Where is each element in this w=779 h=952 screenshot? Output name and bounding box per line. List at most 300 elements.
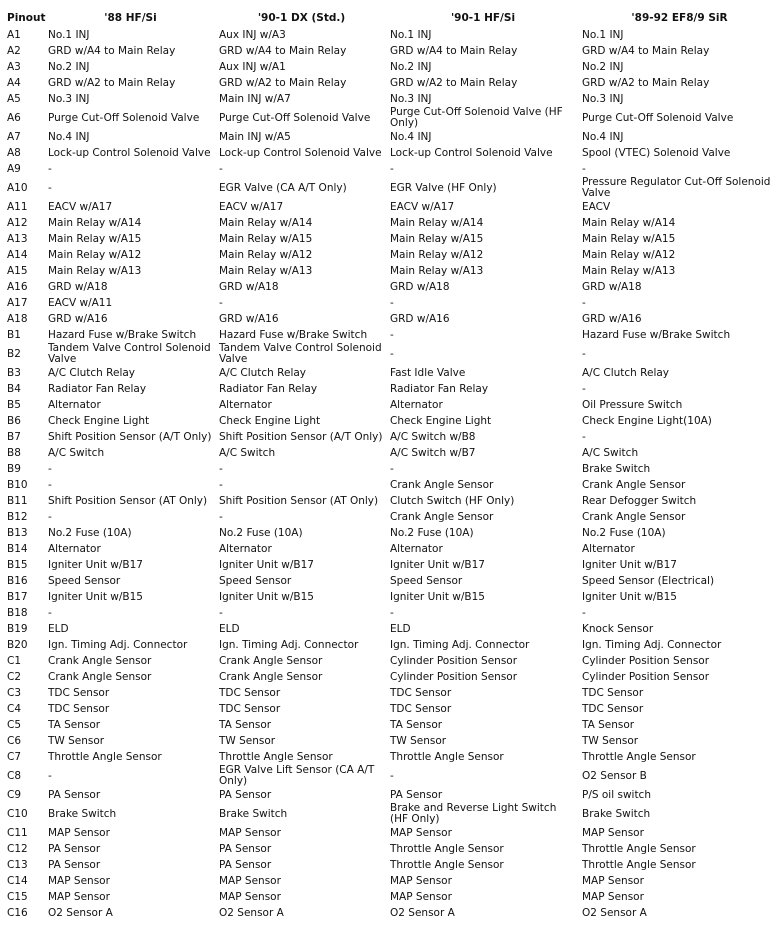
pinout-table [0,9,779,921]
dx-std-90-1-cell: Main Relay w/A12 [219,248,313,261]
table-row [0,75,779,91]
ef8-9-sir-89-92-cell: Cylinder Position Sensor [582,670,710,683]
table-row [0,215,779,231]
dx-std-90-1-cell: Aux INJ w/A1 [219,60,286,73]
hf-si-90-1-cell: - [390,296,394,309]
table-row [0,637,779,653]
table-row [0,429,779,445]
hf-si-88-cell: MAP Sensor [48,874,110,887]
hf-si-90-1-cell: MAP Sensor [390,826,452,839]
table-row [0,493,779,509]
pin-cell: C5 [7,718,22,731]
ef8-9-sir-89-92-cell: Speed Sensor (Electrical) [582,574,715,587]
hf-si-88-cell: TDC Sensor [48,702,110,715]
pin-cell: B19 [7,622,28,635]
hf-si-90-1-cell: - [390,769,394,782]
pin-cell: C9 [7,788,22,801]
table-row [0,199,779,215]
dx-std-90-1-cell: GRD w/A4 to Main Relay [219,44,347,57]
ef8-9-sir-89-92-cell: - [582,430,586,443]
ef8-9-sir-89-92-cell: GRD w/A2 to Main Relay [582,76,710,89]
hf-si-88-cell: ELD [48,622,69,635]
dx-std-90-1-cell: A/C Clutch Relay [219,366,307,379]
ef8-9-sir-89-92-cell: Cylinder Position Sensor [582,654,710,667]
pin-cell: A3 [7,60,21,73]
table-row [0,263,779,279]
hf-si-90-1-cell: Throttle Angle Sensor [390,750,504,763]
pin-cell: A9 [7,162,21,175]
table-body [0,27,779,921]
ef8-9-sir-89-92-cell: - [582,162,586,175]
table-row [0,557,779,573]
table-row [0,749,779,765]
hf-si-90-1-cell: TDC Sensor [390,686,452,699]
hf-si-90-1-cell: MAP Sensor [390,890,452,903]
hf-si-88-cell: O2 Sensor A [48,906,113,919]
dx-std-90-1-cell: Aux INJ w/A3 [219,28,286,41]
hf-si-90-1-cell: Main Relay w/A14 [390,216,484,229]
pin-cell: B15 [7,558,28,571]
table-row [0,397,779,413]
pin-cell: A8 [7,146,21,159]
pin-cell: C3 [7,686,22,699]
dx-std-90-1-cell: Crank Angle Sensor [219,670,323,683]
pin-cell: A12 [7,216,28,229]
table-row [0,589,779,605]
hf-si-90-1-cell: Lock-up Control Solenoid Valve [390,146,553,159]
hf-si-88-cell: No.2 Fuse (10A) [48,526,132,539]
table-row [0,825,779,841]
pin-cell: C4 [7,702,22,715]
hf-si-88-cell: TA Sensor [48,718,101,731]
hf-si-88-cell: Speed Sensor [48,574,121,587]
hf-si-88-cell: Alternator [48,398,101,411]
pin-cell: C7 [7,750,22,763]
hf-si-88-cell: Alternator [48,542,101,555]
pin-cell: B3 [7,366,21,379]
ef8-9-sir-89-92-cell: Pressure Regulator Cut-Off Solenoid Valve [582,177,771,199]
dx-std-90-1-cell: ELD [219,622,240,635]
hf-si-90-1-cell: No.4 INJ [390,130,432,143]
hf-si-90-1-cell: Speed Sensor [390,574,463,587]
hf-si-88-cell: - [48,462,52,475]
hf-si-90-1-cell: GRD w/A18 [390,280,450,293]
table-row [0,161,779,177]
pin-cell: A7 [7,130,21,143]
pin-cell: C13 [7,858,28,871]
ef8-9-sir-89-92-cell: GRD w/A4 to Main Relay [582,44,710,57]
dx-std-90-1-cell: Throttle Angle Sensor [219,750,333,763]
hf-si-90-1-cell: TA Sensor [390,718,443,731]
pin-cell: B12 [7,510,28,523]
dx-std-90-1-cell: - [219,462,223,475]
ef8-9-sir-89-92-cell: Check Engine Light(10A) [582,414,712,427]
table-row [0,787,779,803]
dx-std-90-1-cell: Main Relay w/A14 [219,216,313,229]
column-header-pinout: Pinout [7,12,46,24]
ef8-9-sir-89-92-cell: TA Sensor [582,718,635,731]
ef8-9-sir-89-92-cell: MAP Sensor [582,826,644,839]
hf-si-88-cell: - [48,769,52,782]
hf-si-90-1-cell: Main Relay w/A12 [390,248,484,261]
ef8-9-sir-89-92-cell: Igniter Unit w/B17 [582,558,677,571]
pin-cell: A15 [7,264,28,277]
ef8-9-sir-89-92-cell: Hazard Fuse w/Brake Switch [582,328,731,341]
pin-cell: C12 [7,842,28,855]
hf-si-88-cell: Lock-up Control Solenoid Valve [48,146,211,159]
hf-si-88-cell: Throttle Angle Sensor [48,750,162,763]
pin-cell: A14 [7,248,28,261]
pin-cell: B13 [7,526,28,539]
dx-std-90-1-cell: GRD w/A16 [219,312,279,325]
hf-si-90-1-cell: No.2 Fuse (10A) [390,526,474,539]
dx-std-90-1-cell: GRD w/A18 [219,280,279,293]
table-row [0,717,779,733]
ef8-9-sir-89-92-cell: MAP Sensor [582,890,644,903]
hf-si-88-cell: - [48,181,52,194]
dx-std-90-1-cell: TDC Sensor [219,702,281,715]
pin-cell: B14 [7,542,28,555]
table-row [0,841,779,857]
table-row [0,685,779,701]
pin-cell: C16 [7,906,28,919]
dx-std-90-1-cell: Radiator Fan Relay [219,382,318,395]
pin-cell: C15 [7,890,28,903]
pin-cell: A16 [7,280,28,293]
hf-si-90-1-cell: No.2 INJ [390,60,432,73]
ef8-9-sir-89-92-cell: TDC Sensor [582,702,644,715]
hf-si-88-cell: EACV w/A11 [48,296,113,309]
dx-std-90-1-cell: PA Sensor [219,788,272,801]
ef8-9-sir-89-92-cell: A/C Clutch Relay [582,366,670,379]
ef8-9-sir-89-92-cell: Throttle Angle Sensor [582,750,696,763]
dx-std-90-1-cell: Main INJ w/A5 [219,130,291,143]
hf-si-90-1-cell: ELD [390,622,411,635]
pin-cell: A4 [7,76,21,89]
hf-si-90-1-cell: A/C Switch w/B7 [390,446,476,459]
pin-cell: A18 [7,312,28,325]
pin-cell: A2 [7,44,21,57]
ef8-9-sir-89-92-cell: GRD w/A18 [582,280,642,293]
table-row [0,765,779,787]
hf-si-88-cell: Purge Cut-Off Solenoid Valve [48,111,200,124]
table-row [0,43,779,59]
dx-std-90-1-cell: - [219,296,223,309]
dx-std-90-1-cell: Ign. Timing Adj. Connector [219,638,359,651]
hf-si-88-cell: A/C Clutch Relay [48,366,136,379]
hf-si-88-cell: MAP Sensor [48,826,110,839]
table-row [0,177,779,199]
column-header-90-1-dx-std: '90-1 DX (Std.) [257,12,346,24]
table-row [0,653,779,669]
dx-std-90-1-cell: TW Sensor [219,734,276,747]
table-row [0,27,779,43]
pin-cell: B17 [7,590,28,603]
hf-si-90-1-cell: No.1 INJ [390,28,432,41]
pin-cell: B7 [7,430,21,443]
hf-si-88-cell: Igniter Unit w/B15 [48,590,143,603]
table-row [0,803,779,825]
ef8-9-sir-89-92-cell: - [582,296,586,309]
column-header-90-1-hf-si: '90-1 HF/Si [450,12,516,24]
dx-std-90-1-cell: Igniter Unit w/B17 [219,558,314,571]
dx-std-90-1-cell: No.2 Fuse (10A) [219,526,303,539]
hf-si-88-cell: TDC Sensor [48,686,110,699]
ef8-9-sir-89-92-cell: No.4 INJ [582,130,624,143]
dx-std-90-1-cell: Lock-up Control Solenoid Valve [219,146,382,159]
table-row [0,295,779,311]
pin-cell: A5 [7,92,21,105]
hf-si-88-cell: TW Sensor [48,734,105,747]
hf-si-88-cell: MAP Sensor [48,890,110,903]
table-row [0,343,779,365]
ef8-9-sir-89-92-cell: No.1 INJ [582,28,624,41]
table-row [0,669,779,685]
dx-std-90-1-cell: Alternator [219,398,272,411]
table-row [0,145,779,161]
pin-cell: A17 [7,296,28,309]
table-row [0,621,779,637]
ef8-9-sir-89-92-cell: - [582,382,586,395]
dx-std-90-1-cell: O2 Sensor A [219,906,284,919]
dx-std-90-1-cell: - [219,606,223,619]
hf-si-88-cell: Main Relay w/A15 [48,232,142,245]
hf-si-90-1-cell: - [390,462,394,475]
ef8-9-sir-89-92-cell: O2 Sensor B [582,769,647,782]
ef8-9-sir-89-92-cell: O2 Sensor A [582,906,647,919]
table-row [0,381,779,397]
pin-cell: C14 [7,874,28,887]
pin-cell: B10 [7,478,28,491]
hf-si-88-cell: Shift Position Sensor (AT Only) [48,494,208,507]
ef8-9-sir-89-92-cell: EACV [582,200,611,213]
hf-si-90-1-cell: EGR Valve (HF Only) [390,181,497,194]
hf-si-90-1-cell: Brake and Reverse Light Switch (HF Only) [390,803,557,825]
pin-cell: C2 [7,670,22,683]
hf-si-88-cell: - [48,162,52,175]
ef8-9-sir-89-92-cell: Brake Switch [582,807,651,820]
ef8-9-sir-89-92-cell: No.2 INJ [582,60,624,73]
ef8-9-sir-89-92-cell: Brake Switch [582,462,651,475]
hf-si-88-cell: Crank Angle Sensor [48,670,152,683]
ef8-9-sir-89-92-cell: Alternator [582,542,635,555]
hf-si-90-1-cell: MAP Sensor [390,874,452,887]
dx-std-90-1-cell: - [219,510,223,523]
pin-cell: A10 [7,181,28,194]
hf-si-88-cell: GRD w/A16 [48,312,108,325]
hf-si-88-cell: EACV w/A17 [48,200,113,213]
ef8-9-sir-89-92-cell: - [582,347,586,360]
hf-si-90-1-cell: Clutch Switch (HF Only) [390,494,515,507]
hf-si-88-cell: GRD w/A18 [48,280,108,293]
hf-si-90-1-cell: No.3 INJ [390,92,432,105]
dx-std-90-1-cell: Shift Position Sensor (AT Only) [219,494,379,507]
table-row [0,701,779,717]
table-row [0,247,779,263]
hf-si-88-cell: Ign. Timing Adj. Connector [48,638,188,651]
ef8-9-sir-89-92-cell: Main Relay w/A14 [582,216,676,229]
ef8-9-sir-89-92-cell: TW Sensor [582,734,639,747]
dx-std-90-1-cell: - [219,478,223,491]
hf-si-88-cell: GRD w/A2 to Main Relay [48,76,176,89]
ef8-9-sir-89-92-cell: MAP Sensor [582,874,644,887]
hf-si-90-1-cell: Alternator [390,398,443,411]
ef8-9-sir-89-92-cell: Throttle Angle Sensor [582,842,696,855]
hf-si-88-cell: Tandem Valve Control Solenoid Valve [48,343,211,365]
dx-std-90-1-cell: Purge Cut-Off Solenoid Valve [219,111,371,124]
hf-si-90-1-cell: Ign. Timing Adj. Connector [390,638,530,651]
ef8-9-sir-89-92-cell: No.2 Fuse (10A) [582,526,666,539]
header-row [0,9,779,27]
hf-si-88-cell: Main Relay w/A13 [48,264,142,277]
ef8-9-sir-89-92-cell: P/S oil switch [582,788,651,801]
dx-std-90-1-cell: Main Relay w/A13 [219,264,313,277]
hf-si-88-cell: Crank Angle Sensor [48,654,152,667]
dx-std-90-1-cell: Alternator [219,542,272,555]
ef8-9-sir-89-92-cell: GRD w/A16 [582,312,642,325]
dx-std-90-1-cell: Check Engine Light [219,414,321,427]
hf-si-88-cell: PA Sensor [48,788,101,801]
dx-std-90-1-cell: Speed Sensor [219,574,292,587]
ef8-9-sir-89-92-cell: Ign. Timing Adj. Connector [582,638,722,651]
hf-si-90-1-cell: Main Relay w/A15 [390,232,484,245]
pin-cell: A11 [7,200,28,213]
dx-std-90-1-cell: MAP Sensor [219,890,281,903]
hf-si-90-1-cell: GRD w/A4 to Main Relay [390,44,518,57]
hf-si-88-cell: No.2 INJ [48,60,90,73]
hf-si-90-1-cell: Purge Cut-Off Solenoid Valve (HF Only) [390,107,563,129]
pin-cell: B11 [7,494,28,507]
pin-cell: A6 [7,111,21,124]
hf-si-88-cell: No.1 INJ [48,28,90,41]
hf-si-90-1-cell: - [390,606,394,619]
hf-si-88-cell: Igniter Unit w/B17 [48,558,143,571]
hf-si-90-1-cell: - [390,347,394,360]
table-row [0,445,779,461]
dx-std-90-1-cell: PA Sensor [219,858,272,871]
pin-cell: B8 [7,446,21,459]
hf-si-88-cell: PA Sensor [48,842,101,855]
table-row [0,905,779,921]
table-row [0,231,779,247]
table-row [0,857,779,873]
column-header-88-hf-si: '88 HF/Si [104,12,157,24]
hf-si-90-1-cell: Main Relay w/A13 [390,264,484,277]
table-row [0,525,779,541]
ef8-9-sir-89-92-cell: Crank Angle Sensor [582,478,686,491]
column-header-89-92-ef8-9-sir: '89-92 EF8/9 SiR [631,12,728,24]
dx-std-90-1-cell: A/C Switch [219,446,276,459]
dx-std-90-1-cell: Hazard Fuse w/Brake Switch [219,328,368,341]
ef8-9-sir-89-92-cell: Spool (VTEC) Solenoid Valve [582,146,731,159]
hf-si-90-1-cell: Throttle Angle Sensor [390,858,504,871]
ef8-9-sir-89-92-cell: Rear Defogger Switch [582,494,697,507]
hf-si-90-1-cell: TW Sensor [390,734,447,747]
dx-std-90-1-cell: MAP Sensor [219,826,281,839]
table-row [0,279,779,295]
pin-cell: B4 [7,382,21,395]
hf-si-90-1-cell: Radiator Fan Relay [390,382,489,395]
ef8-9-sir-89-92-cell: A/C Switch [582,446,639,459]
hf-si-88-cell: - [48,606,52,619]
dx-std-90-1-cell: TA Sensor [219,718,272,731]
pin-cell: B5 [7,398,21,411]
dx-std-90-1-cell: GRD w/A2 to Main Relay [219,76,347,89]
table-row [0,461,779,477]
table-row [0,327,779,343]
pin-cell: B9 [7,462,21,475]
hf-si-88-cell: No.3 INJ [48,92,90,105]
dx-std-90-1-cell: MAP Sensor [219,874,281,887]
hf-si-90-1-cell: A/C Switch w/B8 [390,430,476,443]
dx-std-90-1-cell: Brake Switch [219,807,288,820]
hf-si-90-1-cell: Throttle Angle Sensor [390,842,504,855]
hf-si-88-cell: Brake Switch [48,807,117,820]
table-row [0,91,779,107]
hf-si-90-1-cell: Check Engine Light [390,414,492,427]
ef8-9-sir-89-92-cell: Igniter Unit w/B15 [582,590,677,603]
hf-si-88-cell: Hazard Fuse w/Brake Switch [48,328,197,341]
ef8-9-sir-89-92-cell: Crank Angle Sensor [582,510,686,523]
hf-si-90-1-cell: Igniter Unit w/B17 [390,558,485,571]
dx-std-90-1-cell: Igniter Unit w/B15 [219,590,314,603]
ef8-9-sir-89-92-cell: Main Relay w/A13 [582,264,676,277]
hf-si-90-1-cell: GRD w/A16 [390,312,450,325]
ef8-9-sir-89-92-cell: - [582,606,586,619]
table-row [0,311,779,327]
pin-cell: C8 [7,769,22,782]
table-row [0,129,779,145]
pin-cell: B1 [7,328,21,341]
hf-si-90-1-cell: Cylinder Position Sensor [390,670,518,683]
ef8-9-sir-89-92-cell: Oil Pressure Switch [582,398,683,411]
table-row [0,413,779,429]
pin-cell: A1 [7,28,21,41]
hf-si-90-1-cell: Cylinder Position Sensor [390,654,518,667]
pin-cell: A13 [7,232,28,245]
hf-si-88-cell: Shift Position Sensor (A/T Only) [48,430,212,443]
dx-std-90-1-cell: Crank Angle Sensor [219,654,323,667]
table-row [0,541,779,557]
hf-si-90-1-cell: - [390,328,394,341]
hf-si-88-cell: A/C Switch [48,446,105,459]
hf-si-88-cell: Check Engine Light [48,414,150,427]
ef8-9-sir-89-92-cell: Purge Cut-Off Solenoid Valve [582,111,734,124]
hf-si-90-1-cell: GRD w/A2 to Main Relay [390,76,518,89]
dx-std-90-1-cell: EGR Valve Lift Sensor (CA A/T Only) [219,765,375,787]
hf-si-90-1-cell: PA Sensor [390,788,443,801]
dx-std-90-1-cell: Tandem Valve Control Solenoid Valve [219,343,382,365]
pin-cell: C10 [7,807,28,820]
hf-si-90-1-cell: Crank Angle Sensor [390,478,494,491]
ef8-9-sir-89-92-cell: Main Relay w/A15 [582,232,676,245]
hf-si-88-cell: Radiator Fan Relay [48,382,147,395]
dx-std-90-1-cell: Shift Position Sensor (A/T Only) [219,430,383,443]
pin-cell: C6 [7,734,22,747]
hf-si-90-1-cell: EACV w/A17 [390,200,455,213]
hf-si-90-1-cell: Fast Idle Valve [390,366,466,379]
hf-si-90-1-cell: Crank Angle Sensor [390,510,494,523]
dx-std-90-1-cell: Main Relay w/A15 [219,232,313,245]
pin-cell: B20 [7,638,28,651]
table-row [0,365,779,381]
pin-cell: B6 [7,414,21,427]
pin-cell: C1 [7,654,22,667]
ef8-9-sir-89-92-cell: No.3 INJ [582,92,624,105]
dx-std-90-1-cell: PA Sensor [219,842,272,855]
dx-std-90-1-cell: TDC Sensor [219,686,281,699]
hf-si-88-cell: PA Sensor [48,858,101,871]
